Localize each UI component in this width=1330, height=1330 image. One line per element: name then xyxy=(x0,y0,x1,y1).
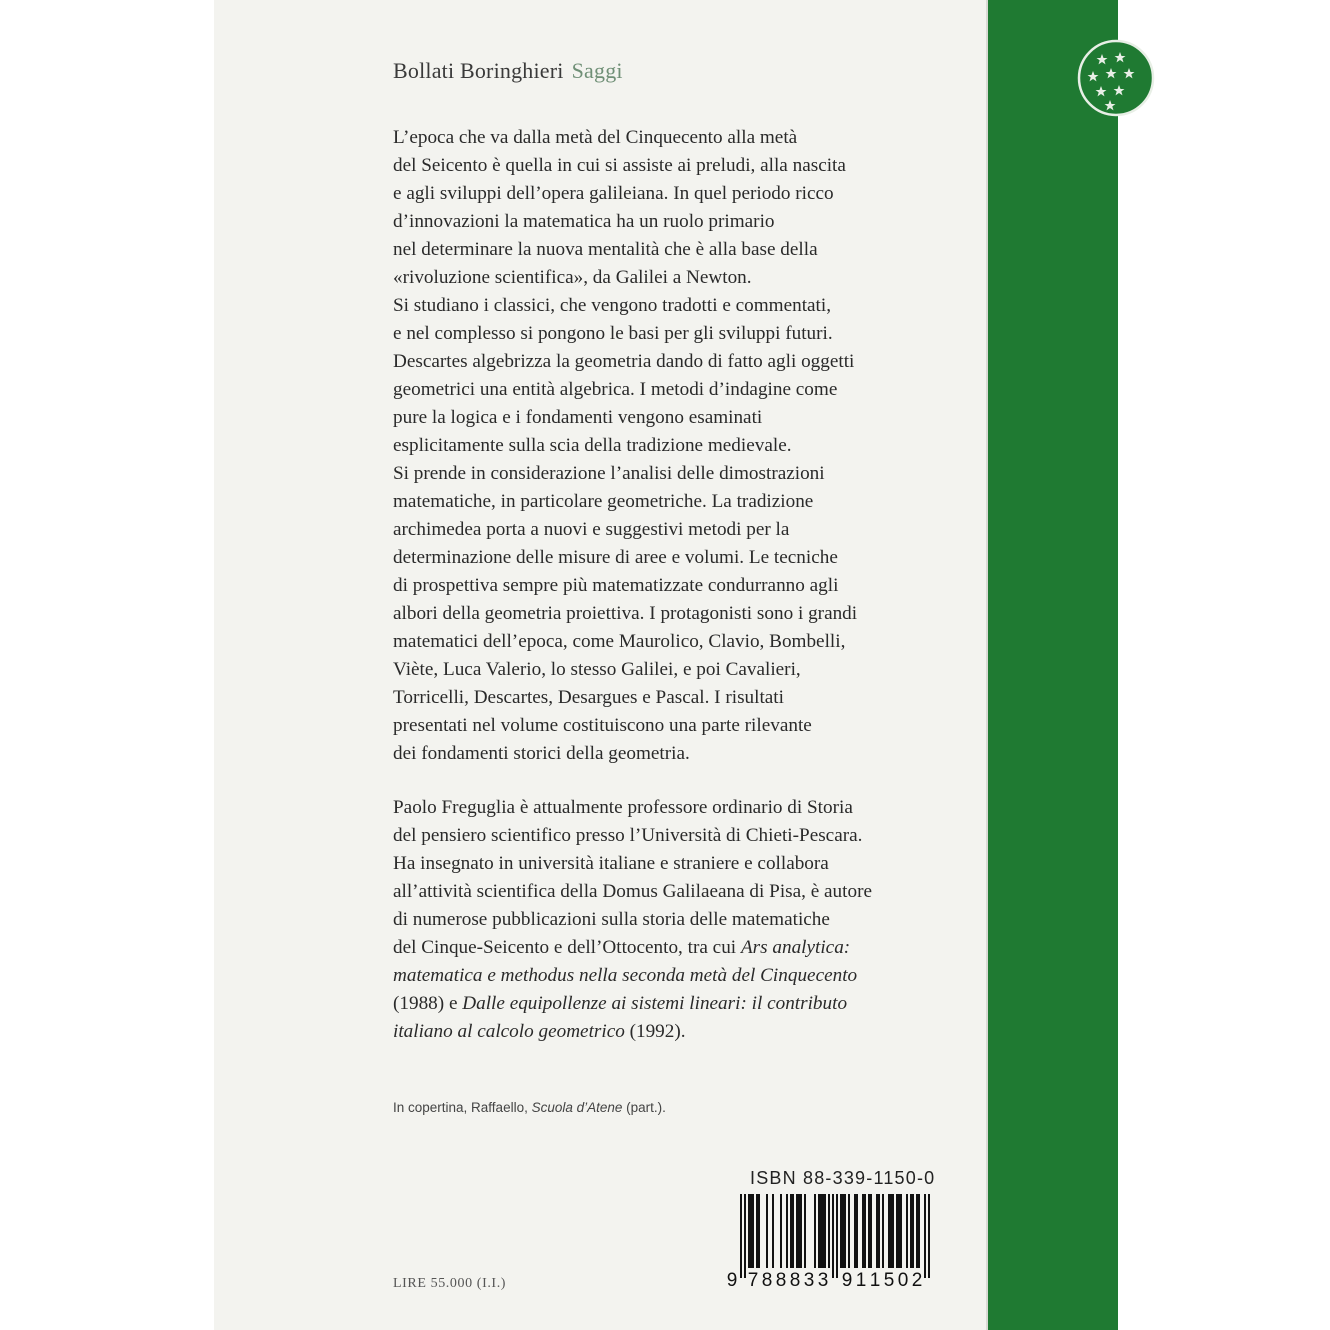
barcode-digit: 7 xyxy=(747,1270,759,1290)
barcode-bar xyxy=(882,1194,884,1268)
barcode-bar xyxy=(842,1194,844,1268)
barcode-digit: 9 xyxy=(726,1270,738,1290)
barcode-bar xyxy=(862,1194,864,1268)
barcode-bar xyxy=(892,1194,894,1268)
barcode xyxy=(726,1194,942,1290)
description-line: d’innovazioni la matematica ha un ruolo primario xyxy=(393,211,775,232)
barcode-bar xyxy=(896,1194,898,1268)
barcode-bar xyxy=(786,1194,788,1268)
barcode-bar xyxy=(832,1194,834,1278)
barcode-bar xyxy=(820,1194,822,1268)
barcode-bar xyxy=(780,1194,782,1268)
author-bio xyxy=(393,794,953,1046)
barcode-bar xyxy=(752,1194,754,1268)
star-emblem-icon xyxy=(1076,38,1156,118)
description-line: matematiche, in particolare geometriche. La tradizione xyxy=(393,491,814,512)
barcode-bar xyxy=(868,1194,870,1268)
barcode-bar xyxy=(766,1194,768,1268)
credit-text: (part.). xyxy=(622,1100,666,1115)
book-title-italic: matematica e methodus nella seconda metà del Cinquecento xyxy=(393,965,858,986)
description-line: Torricelli, Descartes, Desargues e Pascal. I risultati xyxy=(393,687,784,708)
barcode-bar xyxy=(804,1194,806,1268)
bio-line: Ha insegnato in università italiane e straniere e collabora xyxy=(393,853,829,874)
barcode-bar xyxy=(758,1194,760,1268)
barcode-bars xyxy=(740,1194,930,1278)
description-line: nel determinare la nuova mentalità che è alla base della xyxy=(393,239,818,260)
barcode-bar xyxy=(744,1194,746,1278)
barcode-bar xyxy=(792,1194,794,1268)
cover-credit xyxy=(393,1100,666,1115)
barcode-bar xyxy=(916,1194,918,1268)
credit-text: In copertina, Raffaello, xyxy=(393,1100,532,1115)
bio-line xyxy=(393,990,953,1018)
barcode-bar xyxy=(888,1194,890,1268)
barcode-bar xyxy=(748,1194,750,1268)
barcode-bar xyxy=(796,1194,798,1268)
barcode-bar xyxy=(924,1194,926,1278)
barcode-bar xyxy=(906,1194,908,1268)
barcode-bar xyxy=(790,1194,792,1268)
barcode-digits xyxy=(727,1270,923,1290)
description-line: Viète, Luca Valerio, lo stesso Galilei, e poi Cavalieri, xyxy=(393,659,801,680)
book-title-italic: italiano al calcolo geometrico xyxy=(393,1021,625,1042)
bio-line: di numerose pubblicazioni sulla storia delle matematiche xyxy=(393,909,830,930)
book-description xyxy=(393,124,953,768)
description-line: e nel complesso si pongono le basi per gli sviluppi futuri. xyxy=(393,323,833,344)
barcode-digit: 1 xyxy=(855,1270,867,1290)
series-name: Saggi xyxy=(571,58,623,83)
barcode-bar xyxy=(878,1194,880,1268)
description-line: Descartes algebrizza la geometria dando di fatto agli oggetti xyxy=(393,351,855,372)
barcode-digit: 1 xyxy=(869,1270,881,1290)
description-line: albori della geometria proiettiva. I protagonisti sono i grandi xyxy=(393,603,858,624)
barcode-bar xyxy=(750,1194,752,1268)
bio-text: del Cinque-Seicento e dell’Ottocento, tra cui xyxy=(393,937,741,958)
barcode-bar xyxy=(798,1194,800,1268)
artwork-title: Scuola d’Atene xyxy=(531,1100,623,1115)
barcode-bar xyxy=(870,1194,872,1268)
bio-line xyxy=(393,1018,953,1046)
barcode-bar xyxy=(856,1194,858,1268)
barcode-bar xyxy=(828,1194,830,1268)
barcode-bar xyxy=(876,1194,878,1268)
barcode-bar xyxy=(740,1194,742,1278)
description-line: e agli sviluppi dell’opera galileiana. In quel periodo ricco xyxy=(393,183,834,204)
barcode-bar xyxy=(928,1194,930,1278)
barcode-digit: 8 xyxy=(775,1270,787,1290)
description-line: del Seicento è quella in cui si assiste ai preludi, alla nascita xyxy=(393,155,846,176)
barcode-digit: 8 xyxy=(789,1270,801,1290)
barcode-bar xyxy=(864,1194,866,1268)
price-label: LIRE 55.000 (I.I.) xyxy=(393,1276,507,1291)
barcode-bar xyxy=(918,1194,920,1268)
barcode-bar xyxy=(854,1194,856,1268)
barcode-bar xyxy=(756,1194,758,1268)
barcode-bar xyxy=(910,1194,912,1268)
bio-line: del pensiero scientifico presso l’Università di Chieti-Pescara. xyxy=(393,825,863,846)
book-title-italic: Dalle equipollenze ai sistemi lineari: il contributo xyxy=(462,993,848,1014)
barcode-digit: 9 xyxy=(841,1270,853,1290)
description-line: Si studiano i classici, che vengono tradotti e commentati, xyxy=(393,295,832,316)
description-line: presentati nel volume costituiscono una parte rilevante xyxy=(393,715,812,736)
barcode-bar xyxy=(800,1194,802,1268)
barcode-bar xyxy=(822,1194,824,1268)
description-line: dei fondamenti storici della geometria. xyxy=(393,743,690,764)
barcode-digit: 3 xyxy=(817,1270,829,1290)
bio-line: all’attività scientifica della Domus Galilaeana di Pisa, è autore xyxy=(393,881,872,902)
barcode-bar xyxy=(900,1194,902,1268)
barcode-digit: 0 xyxy=(897,1270,909,1290)
barcode-bar xyxy=(818,1194,820,1268)
description-line: esplicitamente sulla scia della tradizione medievale. xyxy=(393,435,792,456)
description-line: geometrici una entità algebrica. I metodi d’indagine come xyxy=(393,379,838,400)
barcode-digit: 3 xyxy=(803,1270,815,1290)
barcode-digit: 8 xyxy=(761,1270,773,1290)
barcode-bar xyxy=(824,1194,826,1268)
barcode-bar xyxy=(836,1194,838,1278)
description-line: Si prende in considerazione l’analisi delle dimostrazioni xyxy=(393,463,825,484)
bio-line: Paolo Freguglia è attualmente professore ordinario di Storia xyxy=(393,797,853,818)
barcode-digit: 2 xyxy=(911,1270,923,1290)
barcode-bar xyxy=(840,1194,842,1268)
description-line: determinazione delle misure di aree e volumi. Le tecniche xyxy=(393,547,838,568)
description-line: archimedea porta a nuovi e suggestivi metodi per la xyxy=(393,519,790,540)
barcode-bar xyxy=(912,1194,914,1268)
publisher-header xyxy=(393,58,623,84)
barcode-bar xyxy=(844,1194,846,1268)
barcode-bar xyxy=(814,1194,816,1268)
isbn-label: ISBN 88-339-1150-0 xyxy=(750,1168,936,1188)
bio-text: (1992). xyxy=(624,1021,686,1042)
bio-text: (1988) e xyxy=(393,993,463,1014)
description-line: matematici dell’epoca, come Maurolico, Clavio, Bombelli, xyxy=(393,631,846,652)
description-line: pure la logica e i fondamenti vengono esaminati xyxy=(393,407,763,428)
barcode-bar xyxy=(890,1194,892,1268)
bio-line xyxy=(393,934,953,962)
barcode-bar xyxy=(848,1194,850,1268)
barcode-digit: 5 xyxy=(883,1270,895,1290)
green-spine xyxy=(988,0,1118,1330)
book-title-italic: Ars analytica: xyxy=(740,937,851,958)
publisher-name: Bollati Boringhieri xyxy=(393,58,564,83)
description-line: di prospettiva sempre più matematizzate condurranno agli xyxy=(393,575,839,596)
description-line: «rivoluzione scientifica», da Galilei a Newton. xyxy=(393,267,752,288)
barcode-bar xyxy=(772,1194,774,1268)
barcode-bar xyxy=(898,1194,900,1268)
description-line: L’epoca che va dalla metà del Cinquecento alla metà xyxy=(393,127,798,148)
